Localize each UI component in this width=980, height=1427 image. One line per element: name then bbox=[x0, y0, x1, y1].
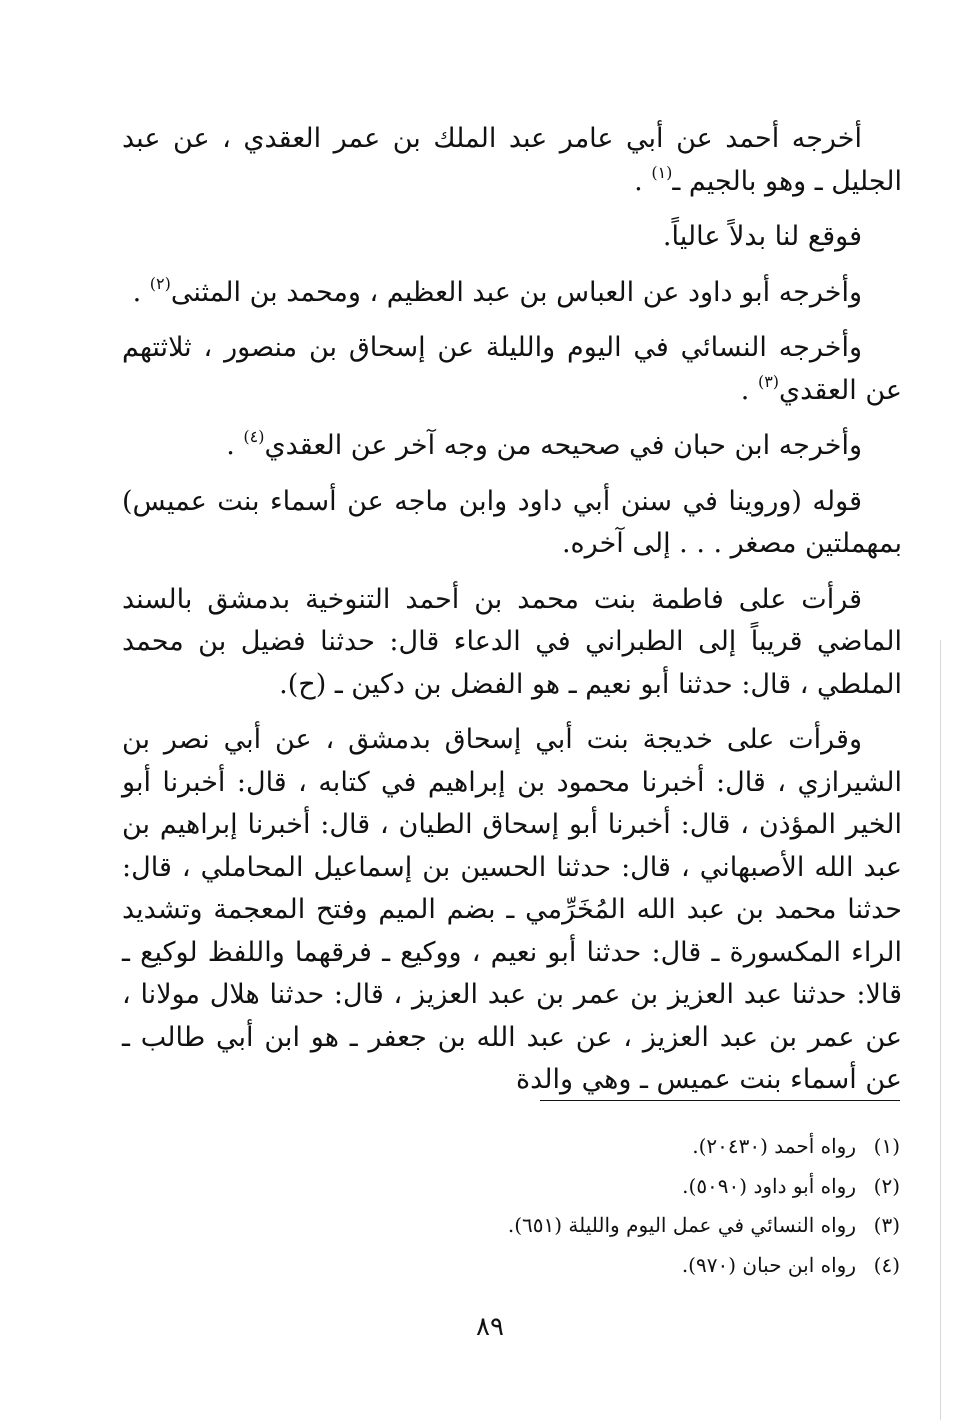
footnote-text: رواه أبو داود (٥٠٩٠). bbox=[682, 1173, 856, 1198]
paragraph-text: أخرجه أحمد عن أبي عامر عبد الملك بن عمر العقدي ، عن عبد الجليل ـ وهو بالجيم ـ bbox=[122, 123, 902, 197]
paragraph bbox=[122, 719, 902, 1102]
footnote-divider bbox=[540, 1100, 900, 1101]
paragraph-end: . bbox=[132, 276, 150, 308]
footnote-ref: (٣) bbox=[757, 371, 780, 391]
footnote-ref: (٤) bbox=[243, 427, 265, 446]
paragraph-text: فوقع لنا بدلاً عالياً. bbox=[662, 221, 862, 252]
paragraph bbox=[122, 272, 902, 315]
footnote bbox=[300, 1127, 900, 1167]
scan-edge-line bbox=[940, 640, 941, 1420]
paragraph-end: . bbox=[634, 165, 652, 197]
footnote-marker: (٣) bbox=[873, 1213, 900, 1237]
footnote bbox=[300, 1246, 900, 1286]
footnote-marker: (٤) bbox=[873, 1252, 900, 1277]
footnote-ref: (١) bbox=[651, 162, 673, 182]
paragraph bbox=[122, 425, 902, 468]
footnote-text: رواه أحمد (٢٠٤٣٠). bbox=[692, 1134, 856, 1158]
paragraph-end: . bbox=[740, 374, 758, 406]
paragraph-text: وأخرجه أبو داود عن العباس بن عبد العظيم ، ومحمد بن المثنى bbox=[170, 276, 862, 308]
footnote-marker: (١) bbox=[873, 1134, 900, 1158]
paragraph-text: وقرأت على خديجة بنت أبي إسحاق بدمشق ، عن أبي نصر بن الشيرازي ، قال: أخبرنا محمود بن إبراهيم في كتابه ، قال: أخبرنا أبو الخير المؤذن ، قال: أخبرنا أبو إسحاق الطيان ، قال: أخبرنا إبراهيم بن عبد الله الأصبهاني ، قال: حدثنا الحسين بن إسماعيل المحاملي ، قال: حدثنا محمد بن عبد الله المُخَرِّمي ـ بضم الميم وفتح المعجمة وتشديد الراء المكسورة ـ قال: حدثنا أبو نعيم ، ووكيع ـ فرقهما واللفظ لوكيع ـ قالا: حدثنا عبد العزيز بن عمر بن عبد العزيز ، قال: حدثنا هلال مولانا ، عن عمر بن عبد العزيز ، عن عبد الله بن جعفر ـ هو ابن أبي طالب ـ عن أسماء بنت عميس ـ وهي والدة bbox=[122, 724, 902, 1095]
footnote-text: رواه ابن حبان (٩٧٠). bbox=[681, 1252, 856, 1277]
paragraph bbox=[122, 118, 902, 203]
paragraph bbox=[122, 327, 902, 412]
footnote bbox=[300, 1206, 900, 1246]
paragraph-text: قوله (وروينا في سنن أبي داود وابن ماجه عن أسماء بنت عميس) بمهملتين مصغر . . . إلى آخره. bbox=[122, 485, 902, 559]
paragraph-text: قرأت على فاطمة بنت محمد بن أحمد التنوخية بدمشق بالسند الماضي قريباً إلى الطبراني في الدعاء قال: حدثنا فضيل بن محمد الملطي ، قال: حدثنا أبو نعيم ـ هو الفضل بن دكين ـ (ح). bbox=[122, 583, 902, 700]
main-text bbox=[122, 118, 902, 1102]
paragraph-end: . bbox=[226, 430, 244, 461]
paragraph-text: وأخرجه ابن حبان في صحيحه من وجه آخر عن العقدي bbox=[264, 430, 862, 461]
footnote-marker: (٢) bbox=[873, 1173, 900, 1198]
paragraph-text: وأخرجه النسائي في اليوم والليلة عن إسحاق بن منصور ، ثلاثتهم عن العقدي bbox=[122, 332, 902, 406]
paragraph bbox=[122, 216, 902, 259]
footnote bbox=[300, 1167, 900, 1207]
footnotes-list bbox=[300, 1127, 900, 1285]
paragraph bbox=[122, 579, 902, 707]
footnote-text: رواه النسائي في عمل اليوم والليلة (٦٥١). bbox=[507, 1213, 856, 1237]
paragraph bbox=[122, 481, 902, 566]
footnote-ref: (٢) bbox=[149, 273, 171, 293]
page-number: ٨٩ bbox=[476, 1312, 504, 1342]
